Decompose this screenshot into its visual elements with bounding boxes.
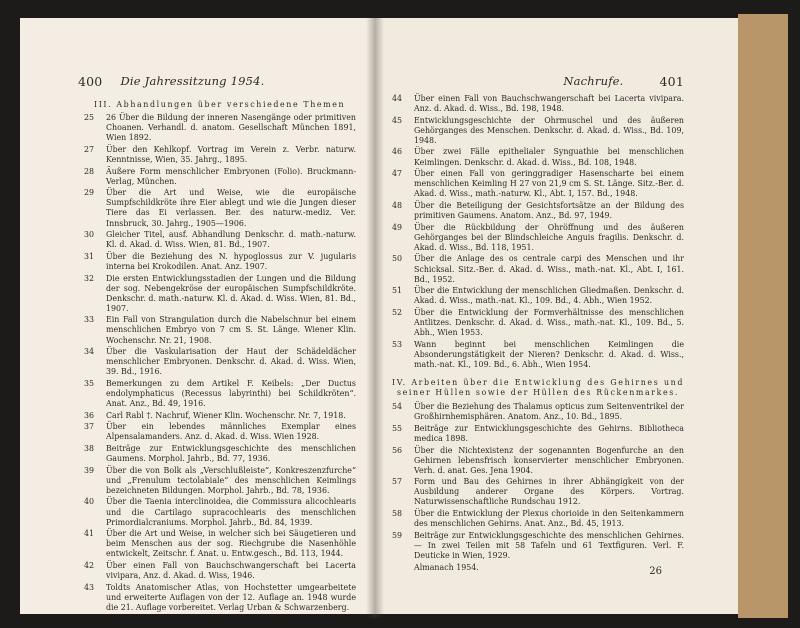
entry-number: 39 — [84, 465, 95, 475]
bibliography-entry — [84, 583, 356, 613]
entry-text: Äußere Form menschlicher Embryonen (Folio). Bruckmann-Verlag, München. — [106, 166, 356, 186]
bibliography-entry — [84, 561, 356, 581]
entry-number: 55 — [392, 423, 403, 433]
left-running-head — [78, 74, 348, 89]
entry-number: 32 — [84, 273, 95, 283]
right-page — [374, 18, 738, 614]
bibliography-entry — [84, 529, 356, 559]
signature-mark: 26 — [649, 565, 662, 577]
entry-text: Beiträge zur Entwicklungsgeschichte des menschlichen Gaumens. Morphol. Jahrb., Bd. 77, 1936. — [106, 444, 356, 464]
entry-text: 26 Über die Bildung der inneren Nasengänge oder primitiven Choanen. Verhandl. d. anatom. Gesellschaft München 1891, Wien 1892. — [106, 113, 356, 143]
entry-text: Über die Entwicklung der menschlichen Gliedmaßen. Denkschr. d. Akad. d. Wiss., math.-nat. Kl., 109. Bd., 4. Abh., Wien 1952. — [414, 286, 684, 306]
entry-number: 56 — [392, 445, 403, 455]
bibliography-entry — [84, 444, 356, 464]
bibliography-entry — [392, 286, 684, 306]
entry-number: 31 — [84, 251, 95, 261]
left-running-title: Die Jahressitzung 1954. — [120, 74, 265, 88]
entry-text: Wann beginnt bei menschlichen Keimlingen die Absonderungstätigkeit der Nieren? Denkschr. d. Akad. d. Wiss., math.-nat. Kl., 109. Bd., 6. Abh., Wien 1954. — [414, 339, 684, 369]
entry-number: 46 — [392, 147, 403, 157]
entry-text: Über die Beziehung des Thalamus opticus zum Seitenventrikel der Großhirnhemisphären. Anatom. Anz., 10. Bd., 1895. — [414, 402, 684, 422]
bibliography-entry — [392, 116, 684, 146]
entry-number: 49 — [392, 222, 403, 232]
entry-text: Über den Kehlkopf. Vortrag im Verein z. Verbr. naturw. Kenntnisse, Wien, 35. Jahrg., 1895. — [106, 144, 356, 164]
entry-text: Über die Anlage des os centrale carpi des Menschen und ihr Schicksal. Sitz.-Ber. d. Akad. d. Wiss., math.-nat. Kl., Abt. I, 161. Bd., 1952. — [414, 254, 684, 284]
entry-number: 41 — [84, 529, 95, 539]
right-page-number: 401 — [659, 74, 684, 89]
bibliography-entry — [84, 497, 356, 527]
almanac-label: Almanach 1954. — [414, 562, 479, 572]
entry-text: Über die von Bolk als „Verschlußleiste“, Konkreszenzfurche“ und „Frenulum tectolabiale“ des menschlichen Keimlings bezeichneten Bildungen. Morphol. Jahrb., Bd. 78, 1936. — [106, 465, 356, 495]
entry-text: Über die Beziehung des N. hypoglossus zur V. jugularis interna bei Krokodilen. Anat. Anz. 1907. — [106, 251, 356, 271]
entry-text: Über ein lebendes männliches Exemplar eines Alpensalamanders. Anz. d. Akad. d. Wiss. Wien 1928. — [106, 422, 356, 442]
entry-text: Über die Taenia interclinoidea, die Commissura alicochlearis und die Cartilago supracochlearis des menschlichen Primordialcraniums. Morphol. Jahrb., Bd. 84, 1939. — [106, 497, 356, 527]
bibliography-entry — [392, 254, 684, 284]
right-entry-list-b — [392, 402, 684, 561]
entry-text: Über die Entwicklung der Plexus chorioide in den Seitenkammern des menschlichen Gehirns. Anat. Anz., Bd. 45, 1913. — [414, 509, 684, 529]
right-page-body — [392, 94, 684, 577]
entry-text: Toldts Anatomischer Atlas, von Hochstetter umgearbeitete und erweiterte Auflagen von der 12. Auflage an. 1948 wurde die 21. Auflage vorbereitet. Verlag Urban & Schwarzenberg. — [106, 582, 356, 612]
entry-text: Über die Vaskularisation der Haut der Schädeldächer menschlicher Embryonen. Denkschr. d. Akad. d. Wiss. Wien, 39. Bd., 1916. — [106, 347, 356, 377]
bibliography-entry — [392, 531, 684, 561]
entry-number: 45 — [392, 115, 403, 125]
entry-text: Über einen Fall von geringgradiger Hasenscharte bei einem menschlichen Keimling H 27 von 21,9 cm S. St. Länge. Sitz.-Ber. d. Akad. d. Wiss., math.-naturw. Kl., Abt. I, 157. Bd., 1948. — [414, 169, 684, 199]
entry-number: 50 — [392, 254, 403, 264]
bibliography-entry — [84, 113, 356, 143]
left-entry-list — [84, 113, 356, 613]
bibliography-entry — [392, 340, 684, 370]
bibliography-entry — [84, 230, 356, 250]
entry-number: 30 — [84, 230, 95, 240]
entry-number: 47 — [392, 169, 403, 179]
entry-number: 51 — [392, 286, 403, 296]
book-cover-edge — [738, 14, 788, 618]
book-spine-shadow — [366, 18, 384, 618]
entry-number: 54 — [392, 402, 403, 412]
section-heading-iii: III. Abhandlungen über verschiedene Themen — [94, 100, 346, 109]
bibliography-entry — [84, 411, 356, 421]
entry-text: Über die Beteiligung der Gesichtsfortsätze an der Bildung des primitiven Gaumens. Anatom. Anz., Bd. 97, 1949. — [414, 200, 684, 221]
entry-text: Über zwei Fälle epithelialer Synguathie bei menschlichen Keimlingen. Denkschr. d. Akad. d. Wiss., Bd. 108, 1948. — [414, 147, 684, 167]
bibliography-entry — [392, 308, 684, 338]
left-page-body — [84, 100, 356, 614]
bibliography-entry — [84, 167, 356, 187]
entry-number: 59 — [392, 530, 403, 540]
bibliography-entry — [392, 201, 684, 221]
entry-number: 34 — [84, 347, 95, 357]
entry-text: Über einen Fall von Bauchschwangerschaft bei Lacerta vivipara. Anz. d. Akad. d. Wiss., Bd. 198, 1948. — [414, 94, 684, 114]
entry-text: Über die Rückbildung der Ohröffnung und des äußeren Gehörganges bei der Blindschleiche Anguis fragilis. Denkschr. d. Akad. d. Wiss., Bd. 118, 1951. — [414, 222, 684, 252]
page-footer — [392, 563, 684, 577]
entry-text: Gleicher Titel, ausf. Abhandlung Denkschr. d. math.-naturw. Kl. d. Akad. d. Wiss. Wien, 81. Bd., 1907. — [106, 230, 356, 250]
entry-number: 58 — [392, 509, 403, 519]
bibliography-entry — [84, 252, 356, 272]
bibliography-entry — [84, 347, 356, 377]
entry-text: Über die Art und Weise, wie die europäische Sumpfschildkröte ihre Eier ablegt und wie die Jungen dieser Tiere das Ei verlassen. Ber. des naturw.-mediz. Ver. Innsbruck, 30. Jahrg., 1905—1906. — [106, 188, 356, 228]
entry-number: 42 — [84, 561, 95, 571]
entry-text: Über die Art und Weise, in welcher sich bei Säugetieren und beim Menschen aus der sog. Riechgrube die Nasenhöhle entwickelt, Zeitschr. f. Anat. u. Entw.gesch., Bd. 113, 1944. — [106, 529, 356, 559]
left-page — [20, 18, 374, 614]
entry-number: 36 — [84, 410, 95, 420]
entry-text: Ein Fall von Strangulation durch die Nabelschnur bei einem menschlichen Embryo von 7 cm S. St. Länge. Wiener Klin. Wochenschr. Nr. 21, 1908. — [106, 315, 356, 345]
right-running-head — [394, 74, 684, 89]
entry-number: 33 — [84, 315, 95, 325]
bibliography-entry — [392, 424, 684, 444]
entry-text: Form und Bau des Gehirnes in ihrer Abhängigkeit von der Ausbildung anderer Organe des Körpers. Vortrag. Naturwissenschaftliche Rundschau 1912. — [414, 477, 684, 507]
entry-text: Beiträge zur Entwicklungsgeschichte des Gehirns. Bibliotheca medica 1898. — [414, 423, 684, 443]
entry-number: 28 — [84, 166, 95, 176]
entry-number: 57 — [392, 477, 403, 487]
bibliography-entry — [392, 446, 684, 476]
entry-number: 52 — [392, 307, 403, 317]
section-heading-iv: IV. Arbeiten über die Entwicklung des Gehirnes und seiner Hüllen sowie der Hüllen des Rückenmarkes. — [392, 377, 684, 398]
entry-text: Über die Entwicklung der Formverhältnisse des menschlichen Antlitzes. Denkschr. d. Akad. d. Wiss., math.-nat. Kl., 109. Bd., 5. Abh., Wien 1953. — [414, 307, 684, 338]
entry-text: Entwicklungsgeschichte der Ohrmuschel und des äußeren Gehörganges des Menschen. Denkschr. d. Akad. d. Wiss., Bd. 109, 1948. — [414, 115, 684, 145]
entry-number: 35 — [84, 378, 95, 388]
left-page-number: 400 — [78, 74, 103, 89]
right-entry-list-a — [392, 94, 684, 370]
entry-text: Über die Nichtexistenz der sogenannten Bogenfurche an den Gehirnen lebensfrisch konservierter menschlicher Embryonen. Verh. d. anat. Ges. Jena 1904. — [414, 445, 684, 475]
entry-number: 38 — [84, 444, 95, 453]
bibliography-entry — [84, 466, 356, 496]
bibliography-entry — [84, 422, 356, 442]
right-running-title: Nachrufe. — [563, 74, 624, 88]
entry-number: 37 — [84, 422, 95, 432]
bibliography-entry — [392, 477, 684, 507]
bibliography-entry — [84, 274, 356, 314]
bibliography-entry — [392, 169, 684, 199]
entry-text: Beiträge zur Entwicklungsgeschichte des menschlichen Gehirnes. — In zwei Teilen mit 58 Tafeln und 61 Textfiguren. Verl. F. Deuticke in Wien, 1929. — [414, 530, 684, 560]
bibliography-entry — [84, 145, 356, 165]
entry-number: 48 — [392, 200, 403, 210]
entry-text: Bemerkungen zu dem Artikel F. Keibels: „Der Ductus endolymphaticus (Recessus labyrinthi) bei Schildkröten“. Anat. Anz., Bd. 49, 1916. — [106, 378, 356, 409]
entry-number: 40 — [84, 497, 95, 507]
bibliography-entry — [84, 315, 356, 345]
bibliography-entry — [84, 188, 356, 228]
entry-text: Über einen Fall von Bauchschwangerschaft bei Lacerta vivipara, Anz. d. Akad. d. Wiss, 1946. — [106, 561, 356, 581]
bibliography-entry — [392, 147, 684, 167]
entry-number: 25 — [84, 113, 95, 123]
bibliography-entry — [392, 509, 684, 529]
bibliography-entry — [392, 402, 684, 422]
bibliography-entry — [392, 223, 684, 253]
entry-text: Carl Rabl †. Nachruf, Wiener Klin. Wochenschr. Nr. 7, 1918. — [106, 410, 346, 420]
entry-number: 43 — [84, 582, 95, 592]
entry-number: 44 — [392, 94, 403, 103]
bibliography-entry — [84, 379, 356, 409]
bibliography-entry — [392, 94, 684, 114]
entry-number: 53 — [392, 339, 403, 349]
entry-text: Die ersten Entwicklungsstadien der Lungen und die Bildung der sog. Nebengekröse der europäischen Sumpfschildkröte. Denkschr. d. math.-naturw. Kl. d. Akad. d. Wiss. Wien, 81. Bd., 1907. — [106, 273, 356, 313]
entry-number: 27 — [84, 144, 95, 154]
entry-number: 29 — [84, 188, 95, 198]
